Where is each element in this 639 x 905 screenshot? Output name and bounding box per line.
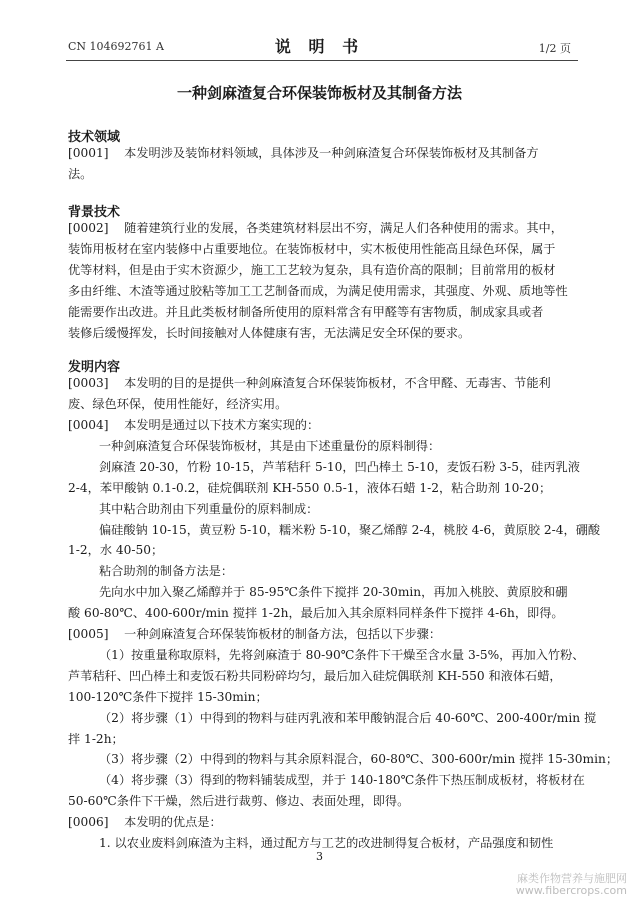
section-heading-field: 技术领域 <box>68 130 121 145</box>
paragraph-0001 <box>68 143 576 185</box>
paragraph-line: 本发明的优点是： <box>124 815 222 829</box>
paragraph-line: 拌 1-2h； <box>68 731 124 746</box>
paragraph-tag: [0004] <box>68 418 109 432</box>
paragraph-tag: [0005] <box>68 627 109 641</box>
paragraph-line: 剑麻渣 20-30，竹粉 10-15，芦苇秸秆 5-10，凹凸棒土 5-10，麦饭石粉 3-5，硅丙乳液 <box>99 459 580 474</box>
paragraph-line: 优等材料，但是由于实木资源少，施工工艺较为复杂，具有造价高的限制；目前常用的板材 <box>68 262 556 277</box>
section-heading-content: 发明内容 <box>68 360 121 375</box>
paragraph-line: （1）按重量称取原料，先将剑麻渣于 80-90℃条件下干燥至含水量 3-5%，再加入竹粉、 <box>99 647 585 662</box>
paragraph-line: 装饰用板材在室内装修中占重要地位。在装饰板材中，实木板使用性能高且绿色环保，属于 <box>68 241 556 256</box>
section-heading-background: 背景技术 <box>68 205 121 220</box>
paragraph-line: 法。 <box>68 166 93 181</box>
paragraph-line: 其中粘合助剂由下列重量份的原料制成： <box>99 501 319 516</box>
paragraph-tag: [0002] <box>68 221 109 235</box>
paragraph-line: 随着建筑行业的发展，各类建筑材料层出不穷，满足人们各种使用的需求。其中， <box>124 221 563 235</box>
paragraph-line: 100-120℃条件下搅拌 15-30min； <box>68 689 268 704</box>
paragraph-line: 一种剑麻渣复合环保装饰板材的制备方法，包括以下步骤： <box>124 627 442 641</box>
paragraph-line: 能需要作出改进。并且此类板材制备所使用的原料常含有甲醛等有害物质，制成家具或者 <box>68 304 544 319</box>
paragraph-line: 1-2，水 40-50； <box>68 543 164 558</box>
watermark-line: 麻类作物营养与施肥网 <box>517 872 627 885</box>
paragraph-line: （3）将步骤（2）中得到的物料与其余原料混合，60-80℃、300-600r/min 搅拌 15-30min； <box>99 752 619 767</box>
paragraph-line: 本发明的目的是提供一种剑麻渣复合环保装饰板材，不含甲醛、无毒害、节能利 <box>124 376 551 390</box>
page-indicator: 1/2 页 <box>538 42 571 55</box>
document-title: 一种剑麻渣复合环保装饰板材及其制备方法 <box>176 84 462 102</box>
paragraph-line: 一种剑麻渣复合环保装饰板材，其是由下述重量份的原料制得： <box>99 438 441 453</box>
watermark-line: www.fibercrops.com <box>515 884 627 897</box>
paragraph-0006 <box>68 812 576 854</box>
paragraph-line: 装修后缓慢挥发，长时间接触对人体健康有害，无法满足安全环保的要求。 <box>68 325 471 340</box>
paragraph-line: 2-4，苯甲酸钠 0.1-0.2，硅烷偶联剂 KH-550 0.5-1，液体石蜡 1-2，粘合助剂 10-20； <box>68 480 552 495</box>
paragraph-line: 酸 60-80℃、400-600r/min 搅拌 1-2h，最后加入其余原料同样条件下搅拌 4-6h，即得。 <box>68 606 564 621</box>
paragraph-tag: [0001] <box>68 146 109 160</box>
patent-number: CN 104692761 A <box>68 40 164 53</box>
paragraph-line: 50-60℃条件下干燥，然后进行裁剪、修边、表面处理，即得。 <box>68 794 410 809</box>
paragraph-line: 偏硅酸钠 10-15，黄豆粉 5-10，糯米粉 5-10，聚乙烯醇 2-4，桃胶 4-6，黄原胶 2-4，硼酸 <box>99 522 601 537</box>
paragraph-line: 本发明涉及装饰材料领域，具体涉及一种剑麻渣复合环保装饰板材及其制备方 <box>124 146 539 160</box>
paragraph-line: 芦苇秸秆、凹凸棒土和麦饭石粉共同粉碎均匀，最后加入硅烷偶联剂 KH-550 和液体石蜡， <box>68 668 562 683</box>
paragraph-0004 <box>68 415 601 624</box>
paragraph-line: 先向水中加入聚乙烯醇并于 85-95℃条件下搅拌 20-30min，再加入桃胶、黄原胶和硼 <box>99 585 568 600</box>
paragraph-0005 <box>68 624 619 812</box>
paragraph-tag: [0006] <box>68 815 109 829</box>
header-rule <box>66 60 578 61</box>
paragraph-line: 多由纤维、木渣等通过胶粘等加工工艺制备而成，为满足使用需求，其强度、外观、质地等性 <box>68 283 568 298</box>
paragraph-line: 本发明是通过以下技术方案实现的： <box>124 418 320 432</box>
watermark <box>516 873 627 897</box>
paragraph-0002 <box>68 218 576 343</box>
paragraph-tag: [0003] <box>68 376 109 390</box>
paragraph-line: （4）将步骤（3）得到的物料铺装成型，并于 140-180℃条件下热压制成板材，将板材在 <box>99 773 585 788</box>
paragraph-line: 废、绿色环保，使用性能好，经济实用。 <box>68 396 288 411</box>
paragraph-line: 1. 以农业废料剑麻渣为主料，通过配方与工艺的改进制得复合板材，产品强度和韧性 <box>99 835 554 850</box>
paragraph-line: （2）将步骤（1）中得到的物料与硅丙乳液和苯甲酸钠混合后 40-60℃、200-400r/min 搅 <box>99 710 597 725</box>
paragraph-line: 粘合助剂的制备方法是： <box>99 564 234 579</box>
paragraph-0003 <box>68 373 576 415</box>
page-number: 3 <box>316 850 323 863</box>
document-type-heading: 说 明 书 <box>274 37 365 56</box>
